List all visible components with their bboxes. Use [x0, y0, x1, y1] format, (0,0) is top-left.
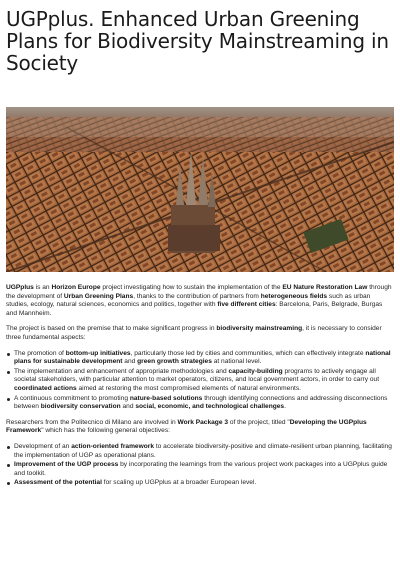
bold-text-run: social, economic, and technological challenges	[135, 403, 285, 411]
bold-text-run: Assessment of the potential	[14, 479, 102, 487]
text-run: is an	[33, 284, 52, 291]
text-run: " which has the following general objectives:	[41, 427, 170, 435]
text-run: Researchers from the Politecnico di Milano are involved in	[6, 418, 178, 426]
page-title: UGPplus. Enhanced Urban Greening Plans for Biodiversity Mainstreaming in Society	[6, 7, 389, 75]
aerial-city-illustration	[6, 107, 394, 272]
bold-text-run: Work Package 3	[177, 418, 228, 426]
barcelona-aerial-photo	[6, 107, 394, 272]
text-run: of the project, titled "	[228, 418, 290, 426]
bold-text-run: Developing the UGPplus Framework	[6, 418, 367, 435]
bold-text-run: five different cities	[217, 301, 276, 309]
premise-paragraph	[6, 325, 394, 342]
bold-text-run: biodiversity mainstreaming	[216, 325, 303, 333]
text-run: programs to actively engage all societal stakeholders, with particular attention to market operators, citizens, and local government actors, in order to carry out	[14, 367, 380, 384]
text-run: through the development of	[6, 284, 392, 300]
bold-text-run: biodiversity conservation	[40, 403, 121, 411]
aspects-list	[6, 350, 394, 412]
bold-text-run: heterogeneous fields	[260, 292, 328, 300]
intro-paragraph	[6, 284, 394, 318]
text-run: and	[122, 358, 138, 366]
bold-text-run: green growth strategies	[137, 358, 212, 366]
bold-text-run: Improvement of the UGP process	[14, 461, 119, 469]
researchers-paragraph	[6, 419, 394, 436]
text-run: Development of an	[14, 442, 72, 450]
text-run: by incorporating the learnings from the various project work packages into a UGPplus guide and toolkit.	[14, 461, 388, 477]
article-body	[6, 284, 394, 495]
text-run: : Barcelona, Paris, Belgrade, Burgas and Mannheim.	[6, 301, 383, 317]
list-item	[6, 461, 394, 478]
text-run: , it is necessary to consider three fundamental aspects:	[6, 325, 382, 341]
text-run: The implementation and enhancement of appropriate methodologies and	[14, 367, 229, 375]
text-run: , thanks to the contribution of partners from	[133, 292, 261, 300]
bold-text-run: national plans for sustainable development	[14, 349, 391, 366]
bold-text-run: action-oriented framework	[71, 442, 154, 450]
bold-text-run: bottom-up initiatives	[65, 349, 131, 357]
bold-text-run: EU Nature Restoration Law	[282, 284, 368, 291]
bold-text-run: UGPplus	[6, 284, 34, 291]
text-run: project investigating how to sustain the implementation of the	[100, 284, 283, 291]
text-run: .	[284, 403, 286, 411]
text-run: such as urban studies, ecology, natural sciences, economics and politics, together with	[6, 292, 371, 309]
objectives-list	[6, 443, 394, 488]
text-run: The promotion of	[14, 349, 66, 357]
text-run: through identifying connections and addressing disconnections between	[14, 394, 388, 411]
list-item	[6, 350, 394, 367]
list-item	[6, 368, 394, 394]
bold-text-run: Urban Greening Plans	[63, 292, 134, 300]
list-item	[6, 395, 394, 412]
text-run: for scaling up UGPplus at a broader European level.	[101, 479, 257, 487]
text-run: at national level.	[211, 358, 262, 366]
list-item	[6, 443, 394, 460]
bold-text-run: nature-based solutions	[129, 394, 203, 402]
text-run: to accelerate biodiversity-positive and climate-resilient urban planning, facilitating the implementation of UGP as operational plans.	[14, 442, 392, 459]
bold-text-run: coordinated actions	[14, 384, 77, 392]
text-run: and	[120, 403, 136, 411]
text-run: The project is based on the premise that to make significant progress in	[6, 325, 217, 333]
text-run: aimed at restoring the most compromised elements of natural environments.	[76, 384, 301, 392]
bold-text-run: Horizon Europe	[51, 284, 101, 291]
text-run: A continuous commitment to promoting	[14, 394, 130, 402]
list-item	[6, 479, 394, 488]
bold-text-run: capacity-building	[228, 367, 283, 375]
text-run: , particularly those led by cities and communities, which can effectively integrate	[130, 349, 366, 357]
